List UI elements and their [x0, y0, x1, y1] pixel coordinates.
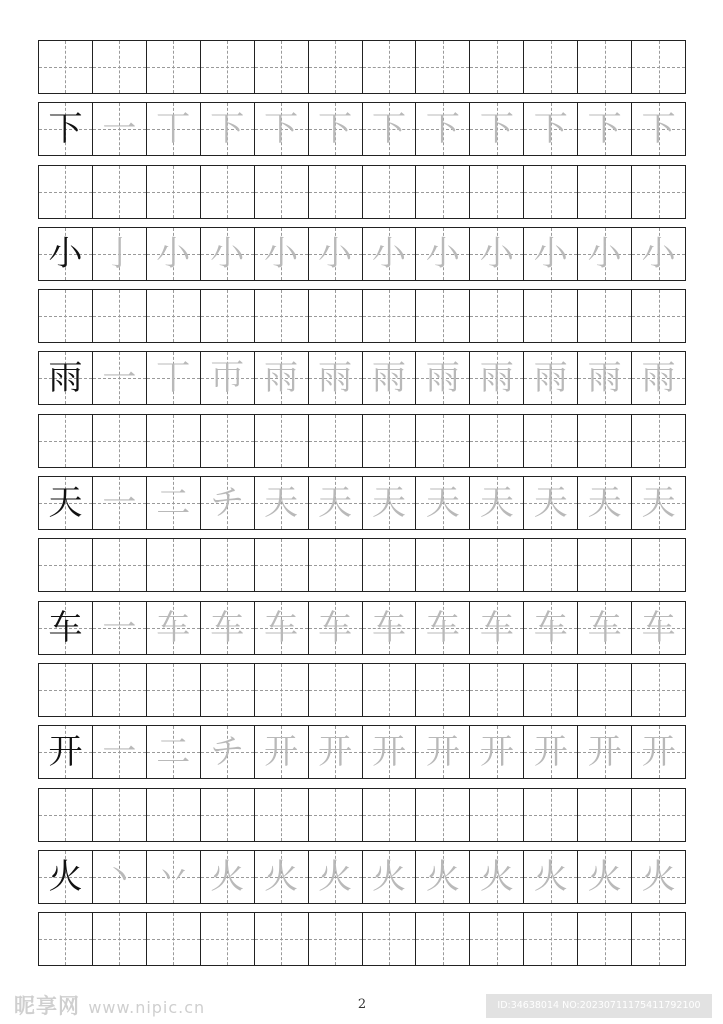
trace-cell [632, 477, 685, 529]
grid-cell [39, 789, 93, 841]
model-cell [39, 602, 93, 654]
trace-cell [309, 602, 363, 654]
grid-cell [632, 290, 685, 342]
blank-grid-row [38, 788, 686, 842]
page-number: 2 [357, 997, 367, 1012]
grid-cell [632, 789, 685, 841]
grid-cell [93, 789, 147, 841]
trace-cell [524, 726, 578, 778]
grid-cell [93, 913, 147, 965]
trace-cell [201, 477, 255, 529]
trace-cell [255, 352, 309, 404]
grid-cell [93, 415, 147, 467]
grid-cell [416, 913, 470, 965]
grid-cell [524, 664, 578, 716]
trace-character: 火 [641, 856, 676, 897]
trace-cell [147, 477, 201, 529]
trace-cell [470, 851, 524, 903]
model-cell [39, 103, 93, 155]
model-character: 雨 [48, 358, 83, 399]
model-cell [39, 477, 93, 529]
trace-character: 开 [371, 732, 406, 773]
grid-cell [524, 539, 578, 591]
trace-cell [470, 477, 524, 529]
trace-character: 火 [587, 856, 622, 897]
grid-cell [416, 539, 470, 591]
trace-cell [309, 352, 363, 404]
trace-character: 雨 [264, 358, 299, 399]
grid-cell [93, 539, 147, 591]
grid-cell [255, 290, 309, 342]
trace-character: 丷 [156, 856, 191, 897]
character-row [38, 476, 686, 530]
trace-cell [470, 228, 524, 280]
grid-cell [363, 664, 417, 716]
trace-character: チ [210, 732, 245, 773]
trace-cell [632, 352, 685, 404]
trace-character: 火 [533, 856, 568, 897]
grid-cell [363, 539, 417, 591]
grid-cell [201, 913, 255, 965]
grid-cell [524, 41, 578, 93]
trace-character: 亅 [102, 233, 137, 274]
character-row [38, 725, 686, 779]
trace-character: 车 [210, 607, 245, 648]
trace-character: 开 [479, 732, 514, 773]
grid-cell [39, 539, 93, 591]
trace-cell [578, 851, 632, 903]
trace-character: 下 [318, 109, 353, 150]
trace-character: 小 [318, 233, 353, 274]
trace-cell [255, 851, 309, 903]
grid-cell [93, 41, 147, 93]
grid-cell [201, 789, 255, 841]
trace-character: 小 [479, 233, 514, 274]
trace-cell [255, 228, 309, 280]
grid-cell [632, 664, 685, 716]
trace-character: 下 [371, 109, 406, 150]
grid-cell [309, 166, 363, 218]
trace-character: 开 [318, 732, 353, 773]
grid-cell [147, 166, 201, 218]
grid-cell [363, 789, 417, 841]
grid-cell [470, 415, 524, 467]
trace-character: 车 [479, 607, 514, 648]
character-row [38, 850, 686, 904]
trace-character: 火 [318, 856, 353, 897]
blank-grid-row [38, 165, 686, 219]
grid-cell [201, 415, 255, 467]
trace-character: 车 [371, 607, 406, 648]
grid-cell [416, 166, 470, 218]
trace-character: 小 [264, 233, 299, 274]
grid-cell [255, 166, 309, 218]
trace-character: 天 [641, 483, 676, 524]
trace-cell [363, 726, 417, 778]
trace-cell [201, 228, 255, 280]
grid-cell [255, 41, 309, 93]
grid-cell [363, 41, 417, 93]
grid-cell [578, 539, 632, 591]
trace-character: 雨 [587, 358, 622, 399]
grid-cell [470, 290, 524, 342]
trace-character: 车 [587, 607, 622, 648]
trace-cell [93, 352, 147, 404]
watermark-logo-domain: www.nipic.cn [88, 998, 206, 1017]
model-cell [39, 228, 93, 280]
grid-cell [309, 415, 363, 467]
trace-character: 丅 [156, 358, 191, 399]
model-character: 天 [48, 483, 83, 524]
trace-character: 天 [587, 483, 622, 524]
trace-character: 火 [371, 856, 406, 897]
trace-character: 一 [102, 483, 137, 524]
character-row [38, 102, 686, 156]
trace-character: 车 [264, 607, 299, 648]
trace-character: 开 [264, 732, 299, 773]
grid-cell [524, 166, 578, 218]
trace-character: 车 [156, 607, 191, 648]
trace-character: 开 [641, 732, 676, 773]
grid-cell [632, 415, 685, 467]
grid-cell [201, 539, 255, 591]
grid-cell [147, 789, 201, 841]
trace-character: 下 [264, 109, 299, 150]
grid-cell [578, 789, 632, 841]
trace-cell [93, 726, 147, 778]
grid-cell [363, 290, 417, 342]
trace-cell [147, 851, 201, 903]
trace-cell [524, 477, 578, 529]
grid-cell [147, 41, 201, 93]
trace-character: 下 [210, 109, 245, 150]
trace-character: 小 [371, 233, 406, 274]
trace-cell [255, 602, 309, 654]
trace-cell [309, 103, 363, 155]
trace-character: 丶 [102, 856, 137, 897]
trace-cell [309, 228, 363, 280]
trace-character: 下 [425, 109, 460, 150]
model-cell [39, 851, 93, 903]
trace-cell [147, 726, 201, 778]
trace-character: 火 [264, 856, 299, 897]
grid-cell [255, 539, 309, 591]
grid-cell [632, 166, 685, 218]
trace-character: 小 [425, 233, 460, 274]
trace-cell [147, 602, 201, 654]
trace-cell [470, 726, 524, 778]
trace-cell [524, 103, 578, 155]
grid-cell [255, 789, 309, 841]
grid-cell [147, 664, 201, 716]
grid-cell [201, 290, 255, 342]
model-character: 火 [48, 856, 83, 897]
grid-cell [39, 166, 93, 218]
trace-cell [470, 602, 524, 654]
trace-cell [578, 228, 632, 280]
trace-character: チ [210, 483, 245, 524]
trace-cell [416, 851, 470, 903]
trace-cell [147, 352, 201, 404]
trace-cell [416, 602, 470, 654]
grid-cell [39, 664, 93, 716]
blank-grid-row [38, 289, 686, 343]
model-character: 小 [48, 233, 83, 274]
character-row [38, 601, 686, 655]
grid-cell [470, 166, 524, 218]
trace-cell [578, 602, 632, 654]
blank-grid-row [38, 663, 686, 717]
trace-character: 二 [156, 483, 191, 524]
trace-character: 雨 [371, 358, 406, 399]
grid-cell [309, 290, 363, 342]
grid-cell [524, 290, 578, 342]
grid-cell [147, 415, 201, 467]
trace-character: 一 [102, 109, 137, 150]
trace-cell [524, 602, 578, 654]
grid-cell [255, 913, 309, 965]
grid-cell [632, 913, 685, 965]
trace-character: 开 [425, 732, 460, 773]
grid-cell [309, 539, 363, 591]
grid-cell [201, 664, 255, 716]
grid-cell [632, 41, 685, 93]
grid-cell [578, 415, 632, 467]
grid-cell [470, 539, 524, 591]
trace-cell [632, 228, 685, 280]
grid-cell [93, 166, 147, 218]
trace-character: 车 [533, 607, 568, 648]
trace-cell [416, 352, 470, 404]
trace-cell [524, 352, 578, 404]
grid-cell [309, 41, 363, 93]
grid-cell [309, 664, 363, 716]
trace-cell [524, 228, 578, 280]
grid-cell [201, 166, 255, 218]
trace-character: 一 [102, 732, 137, 773]
trace-cell [578, 352, 632, 404]
trace-character: 二 [156, 732, 191, 773]
trace-character: 火 [425, 856, 460, 897]
trace-cell [416, 103, 470, 155]
grid-cell [147, 539, 201, 591]
trace-character: 一 [102, 607, 137, 648]
trace-character: 下 [587, 109, 622, 150]
grid-cell [578, 290, 632, 342]
trace-character: 天 [371, 483, 406, 524]
trace-cell [93, 602, 147, 654]
grid-cell [524, 415, 578, 467]
blank-grid-row [38, 538, 686, 592]
trace-cell [201, 103, 255, 155]
grid-cell [416, 290, 470, 342]
trace-cell [255, 726, 309, 778]
trace-cell [363, 477, 417, 529]
trace-cell [363, 602, 417, 654]
trace-cell [309, 851, 363, 903]
trace-cell [93, 477, 147, 529]
model-character: 车 [48, 607, 83, 648]
grid-cell [470, 41, 524, 93]
trace-cell [416, 228, 470, 280]
trace-cell [416, 726, 470, 778]
grid-cell [39, 41, 93, 93]
grid-cell [416, 664, 470, 716]
trace-character: 天 [264, 483, 299, 524]
trace-cell [416, 477, 470, 529]
trace-character: 下 [479, 109, 514, 150]
grid-cell [524, 913, 578, 965]
trace-cell [147, 103, 201, 155]
model-cell [39, 726, 93, 778]
trace-cell [470, 103, 524, 155]
trace-character: 一 [102, 358, 137, 399]
grid-cell [578, 166, 632, 218]
grid-cell [39, 913, 93, 965]
trace-cell [363, 352, 417, 404]
grid-cell [93, 664, 147, 716]
trace-cell [255, 477, 309, 529]
grid-cell [470, 789, 524, 841]
grid-cell [524, 789, 578, 841]
grid-cell [632, 539, 685, 591]
grid-cell [147, 290, 201, 342]
grid-cell [363, 166, 417, 218]
grid-cell [416, 415, 470, 467]
grid-cell [470, 664, 524, 716]
grid-cell [578, 913, 632, 965]
grid-cell [309, 913, 363, 965]
trace-cell [632, 103, 685, 155]
trace-character: 帀 [210, 358, 245, 399]
trace-character: 小 [156, 233, 191, 274]
trace-cell [632, 726, 685, 778]
model-character: 开 [48, 732, 83, 773]
trace-cell [93, 851, 147, 903]
grid-cell [255, 415, 309, 467]
trace-character: 下 [641, 109, 676, 150]
trace-cell [201, 352, 255, 404]
trace-cell [147, 228, 201, 280]
trace-character: 小 [210, 233, 245, 274]
trace-character: 雨 [533, 358, 568, 399]
trace-character: 雨 [641, 358, 676, 399]
watermark-logo [14, 990, 205, 1020]
grid-cell [470, 913, 524, 965]
grid-cell [416, 789, 470, 841]
character-row [38, 227, 686, 281]
trace-character: 丅 [156, 109, 191, 150]
grid-cell [39, 415, 93, 467]
trace-character: 天 [425, 483, 460, 524]
trace-cell [309, 477, 363, 529]
grid-cell [363, 913, 417, 965]
trace-character: 开 [587, 732, 622, 773]
grid-cell [363, 415, 417, 467]
grid-cell [147, 913, 201, 965]
trace-character: 车 [318, 607, 353, 648]
grid-cell [578, 41, 632, 93]
practice-sheet [38, 40, 686, 974]
trace-character: 雨 [479, 358, 514, 399]
trace-cell [309, 726, 363, 778]
trace-character: 火 [210, 856, 245, 897]
trace-character: 天 [479, 483, 514, 524]
trace-cell [93, 228, 147, 280]
trace-character: 天 [318, 483, 353, 524]
trace-character: 小 [641, 233, 676, 274]
blank-grid-row [38, 414, 686, 468]
character-row [38, 351, 686, 405]
image-id-label: ID:34638014 NO:20230711175411792100 [486, 994, 712, 1018]
trace-character: 雨 [318, 358, 353, 399]
grid-cell [93, 290, 147, 342]
trace-character: 车 [641, 607, 676, 648]
grid-cell [201, 41, 255, 93]
trace-character: 小 [533, 233, 568, 274]
trace-cell [470, 352, 524, 404]
trace-cell [93, 103, 147, 155]
trace-character: 火 [479, 856, 514, 897]
trace-cell [632, 851, 685, 903]
trace-cell [201, 726, 255, 778]
trace-cell [578, 477, 632, 529]
trace-character: 天 [533, 483, 568, 524]
trace-cell [632, 602, 685, 654]
model-character: 下 [48, 109, 83, 150]
trace-cell [363, 851, 417, 903]
watermark-logo-text: 昵享网 [14, 994, 80, 1018]
trace-character: 雨 [425, 358, 460, 399]
trace-cell [578, 103, 632, 155]
trace-character: 车 [425, 607, 460, 648]
trace-cell [524, 851, 578, 903]
grid-cell [309, 789, 363, 841]
trace-cell [201, 851, 255, 903]
model-cell [39, 352, 93, 404]
grid-cell [578, 664, 632, 716]
trace-cell [363, 228, 417, 280]
grid-cell [255, 664, 309, 716]
trace-cell [363, 103, 417, 155]
trace-cell [201, 602, 255, 654]
trace-character: 下 [533, 109, 568, 150]
grid-cell [39, 290, 93, 342]
trace-character: 开 [533, 732, 568, 773]
grid-cell [416, 41, 470, 93]
trace-cell [255, 103, 309, 155]
blank-grid-row [38, 40, 686, 94]
trace-cell [578, 726, 632, 778]
trace-character: 小 [587, 233, 622, 274]
blank-grid-row [38, 912, 686, 966]
